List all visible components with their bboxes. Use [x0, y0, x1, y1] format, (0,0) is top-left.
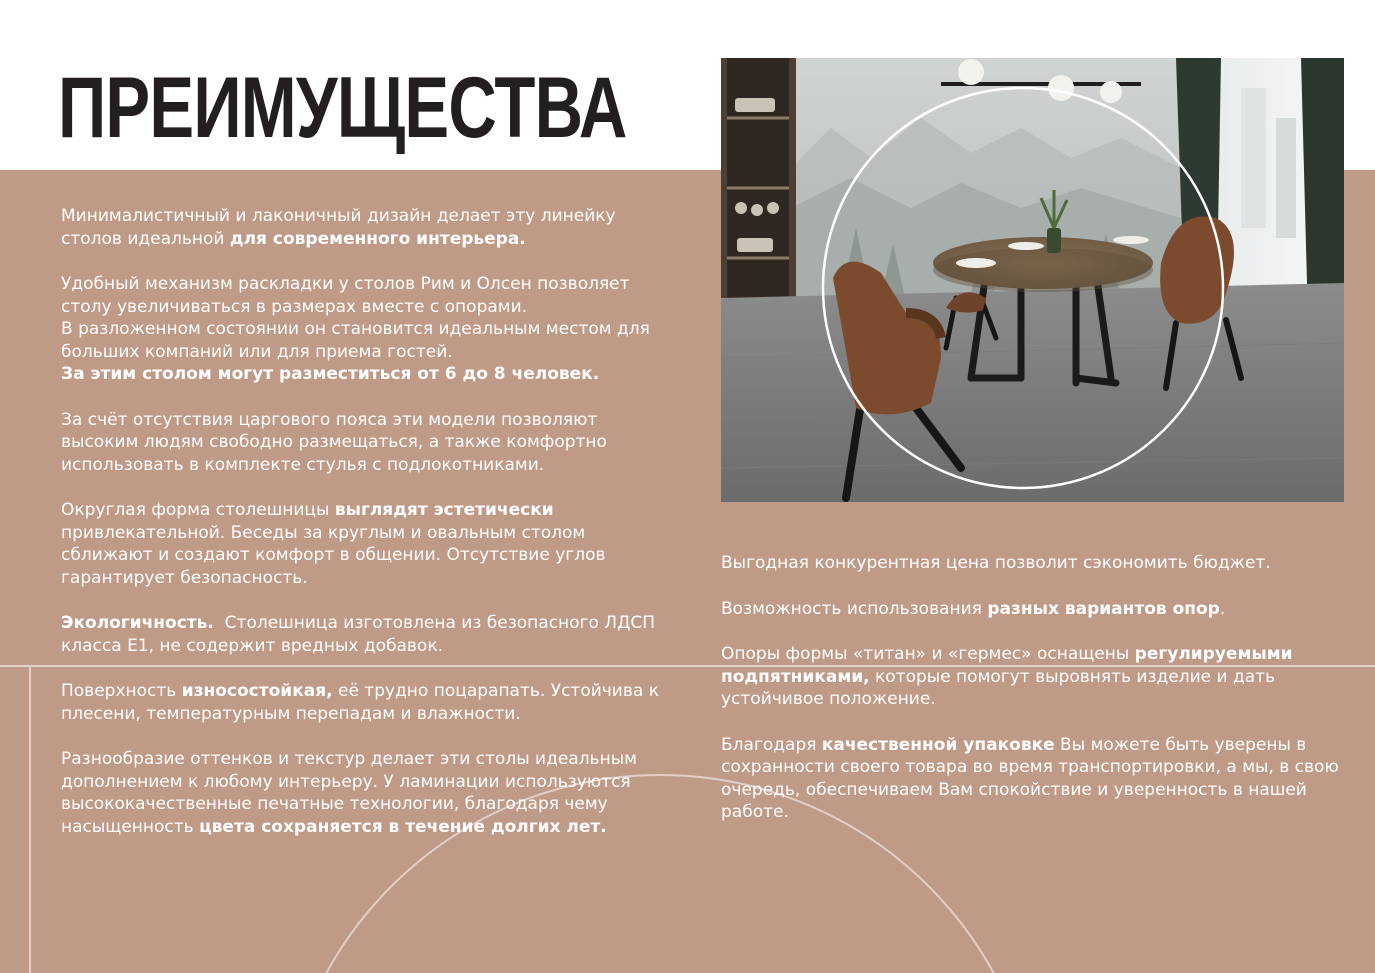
bold-text: выглядят эстетически [334, 500, 554, 520]
paragraph-round-shape [61, 499, 666, 589]
paragraph-no-frame [61, 409, 666, 477]
paragraph-adjusters [721, 643, 1351, 711]
text: . [1219, 598, 1226, 619]
right-text-column [721, 552, 1351, 847]
bold-text: цвета сохраняется в течение долгих лет. [199, 816, 607, 837]
text: Вы можете быть уверены в сохранности своего товара во время транспортировки, а мы, в свою очередь, обеспечиваем Вам спокойствие и уверенность в нашей работе. [721, 734, 1339, 822]
text: Опоры формы «титан» и «гермес» оснащены [721, 644, 1135, 664]
text: За счёт отсутствия царгового пояса эти модели позволяют высоким людям свободно размещаться, а также комфортно использовать в комплекте стулья с подлокотниками. [61, 409, 607, 475]
paragraph-variety [61, 748, 666, 838]
text: Поверхность [61, 681, 182, 701]
text: Столешница изготовлена из безопасного ЛДСП класса Е1, не содержит вредных добавок. [61, 613, 661, 656]
text: Разнообразие оттенков и текстур делает эти столы идеальным дополнением к любому интерьеру. У ламинации используются высококачественные печатные технологии, благодаря чему насыщенность [61, 749, 637, 837]
paragraph-price [721, 552, 1351, 575]
paragraph-packaging [721, 734, 1351, 824]
bold-text: разных вариантов опор [987, 598, 1220, 619]
paragraph-mechanism [61, 273, 666, 386]
paragraph-design [61, 205, 666, 250]
bold-text: За этим столом могут разместиться от 6 до 8 человек. [61, 364, 600, 384]
page-title: ПРЕИМУЩЕСТВА [58, 60, 627, 156]
text: В разложенном состоянии он становится идеальным местом для больших компаний или для приема гостей. [61, 319, 650, 362]
paragraph-ecology [61, 612, 666, 657]
bold-text: регулируемыми подпятниками, [721, 644, 1293, 687]
bold-text: Экологичность. [61, 613, 214, 633]
text: привлекательной. Беседы за круглым и овальным столом сближают и создают комфорт в общении. Отсутствие углов гарантирует безопасность. [61, 522, 606, 588]
text: Минималистичный и лаконичный дизайн делает эту линейку столов идеальной [61, 206, 616, 249]
bold-text: износостойкая, [181, 681, 333, 701]
text: Выгодная конкурентная цена позволит сэкономить бюджет. [721, 553, 1271, 573]
text: Благодаря [721, 734, 822, 755]
text: Возможность использования [721, 598, 988, 619]
paragraph-supports [721, 598, 1351, 621]
text: её трудно поцарапать. Устойчива к плесени, температурным перепадам и влажности. [61, 681, 659, 724]
dining-room-photo [721, 58, 1344, 502]
bold-text: качественной упаковке [821, 734, 1055, 755]
text: Округлая форма столешницы [61, 500, 335, 520]
left-text-column [61, 205, 666, 861]
text: которые помогут выровнять изделие и дать устойчивое положение. [721, 666, 1276, 709]
bold-text: для современного интерьера. [229, 228, 526, 249]
text: Удобный механизм раскладки у столов Рим и Олсен позволяет столу увеличиваться в размерах вместе с опорами. [61, 274, 630, 317]
paragraph-wear-resistance [61, 680, 666, 725]
